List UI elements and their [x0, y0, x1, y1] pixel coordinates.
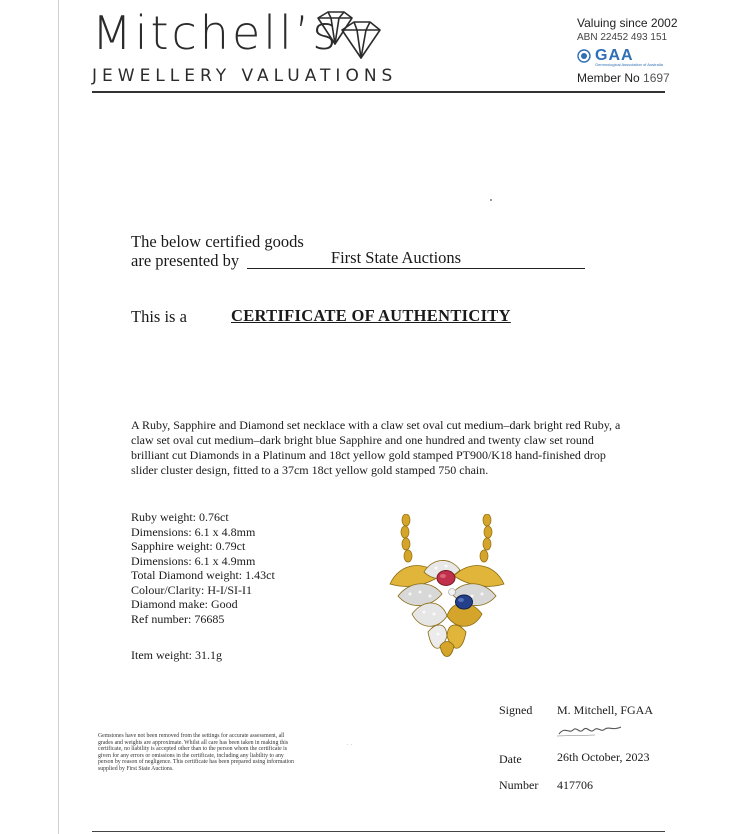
certificate-number: 417706	[557, 778, 593, 792]
spec-item: Diamond make: Good	[131, 597, 238, 611]
diamond-icon	[312, 10, 382, 62]
handwritten-signature	[555, 722, 625, 738]
spec-item: Dimensions: 6.1 x 4.9mm	[131, 553, 256, 568]
presented-line-1: The below certified goods	[131, 232, 304, 251]
member-number	[577, 71, 678, 85]
abn-number: ABN 22452 493 151	[577, 32, 668, 43]
signed-value: M. Mitchell, FGAA	[557, 703, 653, 717]
necklace-photo	[380, 514, 514, 666]
date-label: Date	[499, 752, 522, 766]
gaa-label: GAA	[595, 47, 634, 64]
header-meta	[577, 16, 678, 85]
item-weight: Item weight: 31.1g	[131, 648, 222, 662]
left-margin-line	[58, 0, 59, 834]
spec-item: Sapphire weight: 0.79ct	[131, 539, 246, 553]
number-label: Number	[499, 778, 539, 792]
faint-mark: · ·	[346, 741, 353, 749]
spec-item: Dimensions: 6.1 x 4.8mm	[131, 524, 256, 539]
certificate-prefix: This is a	[131, 307, 187, 326]
brand-name: Mitchell’s	[92, 6, 340, 60]
sapphire-stone	[456, 595, 473, 609]
spec-item: Colour/Clarity: H-I/SI-I1	[131, 582, 252, 597]
footer-divider	[92, 831, 665, 832]
brand-subtitle: JEWELLERY VALUATIONS	[92, 66, 398, 86]
item-description: A Ruby, Sapphire and Diamond set necklace with a claw set oval cut medium–dark bright red Ruby, a claw set oval cut medium–dark bright blue Sapphire and one hundred and twenty claw set round brilliant cut Diamonds in a Platinum and 18ct yellow gold stamped PT900/K18 hand-finished drop slider cluster design, fitted to a 37cm 18ct yellow gold stamped 750 chain.	[131, 418, 621, 477]
spec-item: Ruby weight: 0.76ct	[131, 510, 229, 524]
gaa-seal-icon	[577, 49, 591, 63]
member-value: 1697	[643, 71, 670, 85]
spec-item: Total Diamond weight: 1.43ct	[131, 568, 275, 582]
member-label: Member No	[577, 71, 640, 85]
brand-logo	[92, 6, 340, 60]
certificate-title: CERTIFICATE OF AUTHENTICITY	[231, 306, 511, 325]
speck	[490, 199, 492, 201]
date-value: 26th October, 2023	[557, 750, 650, 764]
presenter-field	[247, 248, 585, 269]
spec-item: Ref number: 76685	[131, 611, 225, 626]
valuing-since: Valuing since 2002	[577, 16, 678, 30]
signed-label: Signed	[499, 703, 533, 717]
gaa-subtext: Gemmological Association of Australia	[595, 62, 663, 67]
presented-line-2: are presented by	[131, 251, 240, 270]
disclaimer-text: Gemstones have not been removed from the settings for accurate assessment, all grades and weights are approximate. Whilst all care has been taken in making this certificate, no liability is accepted other than to the person whom the certificate is given for any errors or omissions in the certificate, including any liability to any person by reason of negligence. This certificate has been prepared using information supplied by First State Auctions.	[98, 733, 294, 772]
presenter-name: First State Auctions	[330, 248, 462, 267]
header-divider	[92, 91, 665, 93]
spec-list	[131, 510, 275, 626]
ruby-stone	[437, 571, 455, 586]
